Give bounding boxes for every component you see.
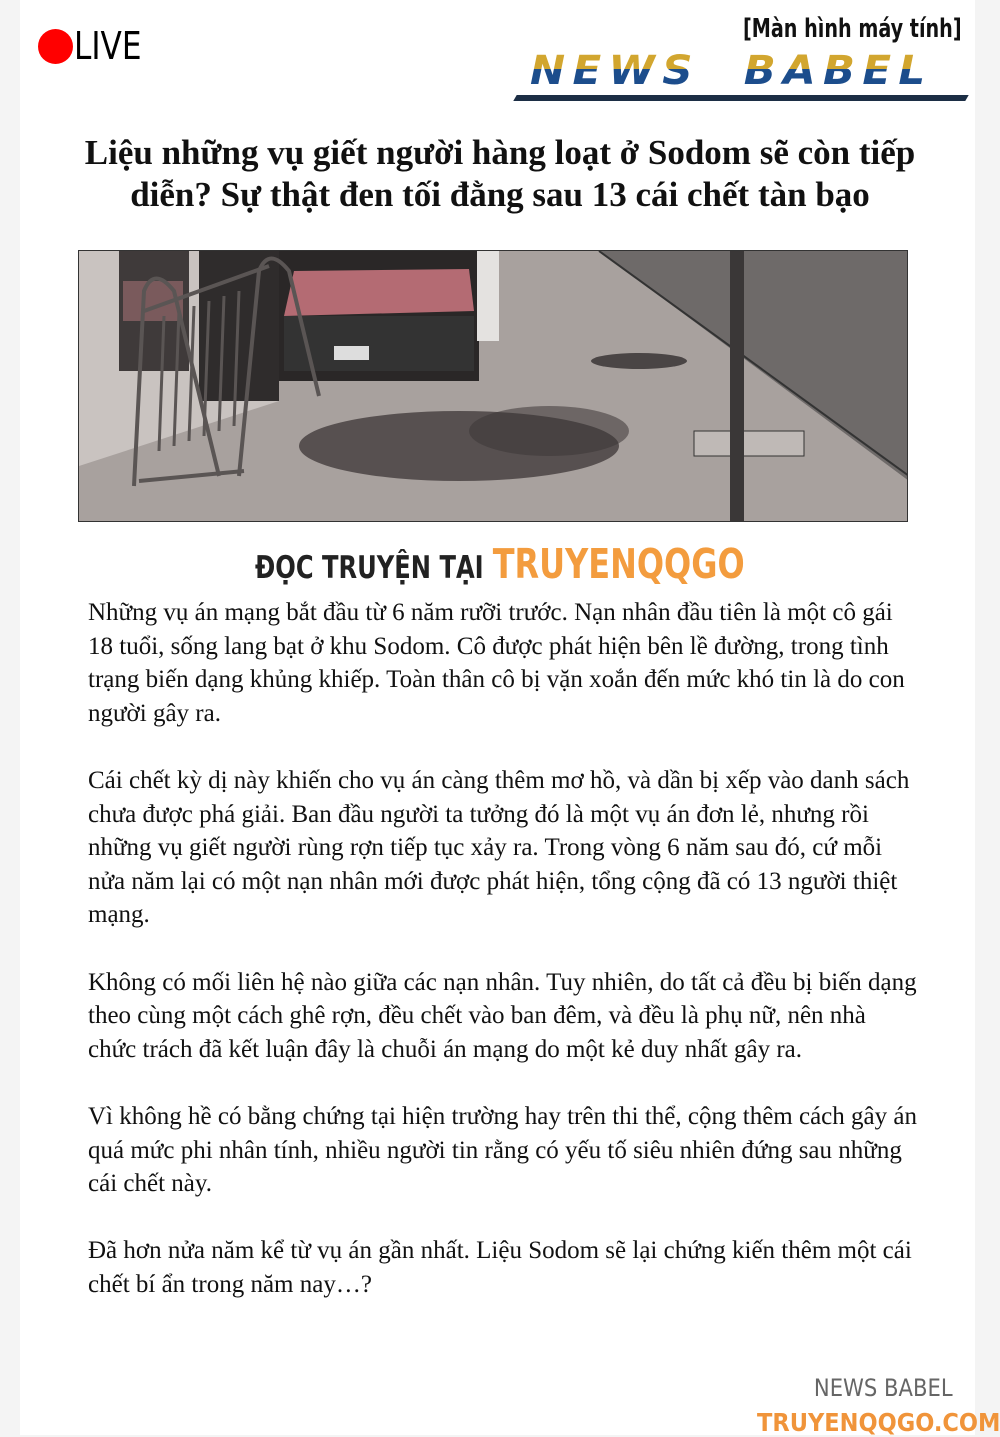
banner-brand[interactable]: TRUYENQQGO <box>492 540 745 588</box>
article-paragraph: Cái chết kỳ dị này khiến cho vụ án càng thêm mơ hồ, và dần bị xếp vào danh sách chưa được phá giải. Ban đầu người ta tưởng đó là một vụ án đơn lẻ, nhưng rồi những vụ giết người rùng rợn tiếp tục xảy ra. Trong vòng 6 năm sau đó, cứ mỗi nửa năm lại có một nạn nhân mới được phát hiện, tổng cộng đã có 13 người thiệt mạng. <box>88 766 910 929</box>
live-indicator <box>38 26 156 66</box>
article-paragraph: Những vụ án mạng bắt đầu từ 6 năm rưỡi trước. Nạn nhân đầu tiên là một cô gái 18 tuổi, sống lang bạt ở khu Sodom. Cô được phát hiện bên lề đường, trong tình trạng biến dạng khủng khiếp. Toàn thân cô bị vặn xoắn đến mức khó tin là do con người gây ra. <box>88 599 905 727</box>
article-paragraph: Đã hơn nửa năm kể từ vụ án gần nhất. Liệu Sodom sẽ lại chứng kiến thêm một cái chết bí ẩn trong năm nay…? <box>88 1237 912 1298</box>
article-paragraph: Không có mối liên hệ nào giữa các nạn nhân. Tuy nhiên, do tất cả đều bị biến dạng theo cùng một cách ghê rợn, đều chết vào ban đêm, và đều là phụ nữ, nên nhà chức trách đã kết luận đây là chuỗi án mạng do một kẻ duy nhất gây ra. <box>88 968 917 1063</box>
article-paragraph: Vì không hề có bằng chứng tại hiện trường hay trên thi thể, cộng thêm cách gây án quá mức phi nhân tính, nhiều người tin rằng có yếu tố siêu nhiên đứng sau những cái chết này. <box>88 1102 917 1198</box>
logo-text: NEWS BABEL <box>530 53 982 89</box>
screen-tag: [Màn hình máy tính] <box>743 14 962 44</box>
footer-site-link[interactable]: TRUYENQQGO.COM <box>756 1408 1000 1437</box>
article-body <box>88 596 918 1335</box>
banner-prefix: ĐỌC TRUYỆN TẠI <box>255 550 484 586</box>
read-at-banner <box>0 540 1000 588</box>
article-title: Liệu những vụ giết người hàng loạt ở Sodom sẽ còn tiếp diễn? Sự thật đen tối đằng sau 13 cái chết tàn bạo <box>84 133 916 214</box>
live-label: LIVE <box>74 24 142 68</box>
live-dot-icon <box>38 29 73 64</box>
news-babel-logo <box>530 48 960 94</box>
article-image <box>78 250 908 522</box>
street-scene-illustration <box>79 251 908 522</box>
logo-underline <box>513 95 968 101</box>
footer-source-name: NEWS BABEL <box>814 1374 953 1402</box>
